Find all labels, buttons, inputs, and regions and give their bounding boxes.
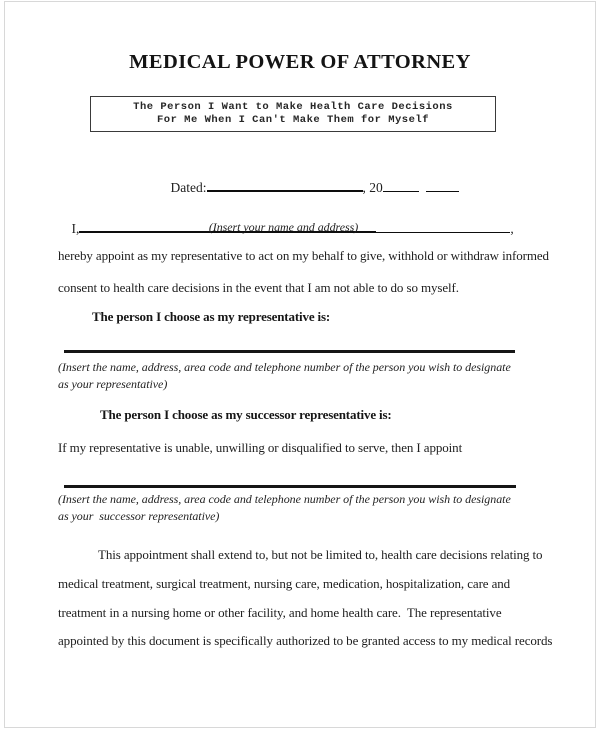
insert-name-note: (Insert your name and address) bbox=[208, 220, 359, 234]
paragraph2-line-4: appointed by this document is specifically authorized to be granted access to my medical records bbox=[58, 633, 553, 648]
paragraph1-line-2: consent to health care decisions in the event that I am not able to do so myself. bbox=[58, 280, 459, 295]
successor-heading: The person I choose as my successor representative is: bbox=[100, 407, 392, 422]
paragraph2-line-2: medical treatment, surgical treatment, nursing care, medication, hospitalization, care and bbox=[58, 576, 511, 591]
date-blank[interactable] bbox=[207, 178, 363, 192]
representative-heading: The person I choose as my representative is: bbox=[92, 309, 331, 324]
subtitle-line-2: For Me When I Can't Make Them for Myself bbox=[156, 113, 430, 126]
subtitle-box bbox=[90, 96, 496, 132]
year-prefix: , 20 bbox=[362, 180, 383, 195]
representative-note-line-2: as your representative) bbox=[58, 377, 168, 391]
successor-note-line-1: (Insert the name, address, area code and telephone number of the person you wish to designate bbox=[58, 492, 511, 506]
successor-intro: If my representative is unable, unwilling or disqualified to serve, then I appoint bbox=[58, 440, 463, 455]
paragraph2-line-3: treatment in a nursing home or other facility, and home health care. The representative bbox=[58, 605, 502, 620]
subtitle-line-1: The Person I Want to Make Health Care Decisions bbox=[133, 101, 453, 113]
year-blank-1[interactable] bbox=[383, 178, 419, 192]
dated-label: Dated: bbox=[170, 180, 207, 195]
successor-note-line-2: as your successor representative) bbox=[58, 509, 220, 523]
representative-info-blank[interactable] bbox=[64, 350, 515, 353]
declarant-suffix: , bbox=[510, 221, 514, 236]
document-title: MEDICAL POWER OF ATTORNEY bbox=[129, 51, 471, 73]
paragraph1-line-1: hereby appoint as my representative to act on my behalf to give, withhold or withdraw informed bbox=[58, 248, 549, 263]
successor-info-blank[interactable] bbox=[64, 485, 516, 488]
year-blank-2[interactable] bbox=[426, 178, 459, 192]
declarant-prefix: I, bbox=[71, 221, 80, 236]
representative-note-line-1: (Insert the name, address, area code and telephone number of the person you wish to designate bbox=[58, 360, 511, 374]
paragraph2-line-1: This appointment shall extend to, but not be limited to, health care decisions relating to bbox=[98, 547, 543, 562]
